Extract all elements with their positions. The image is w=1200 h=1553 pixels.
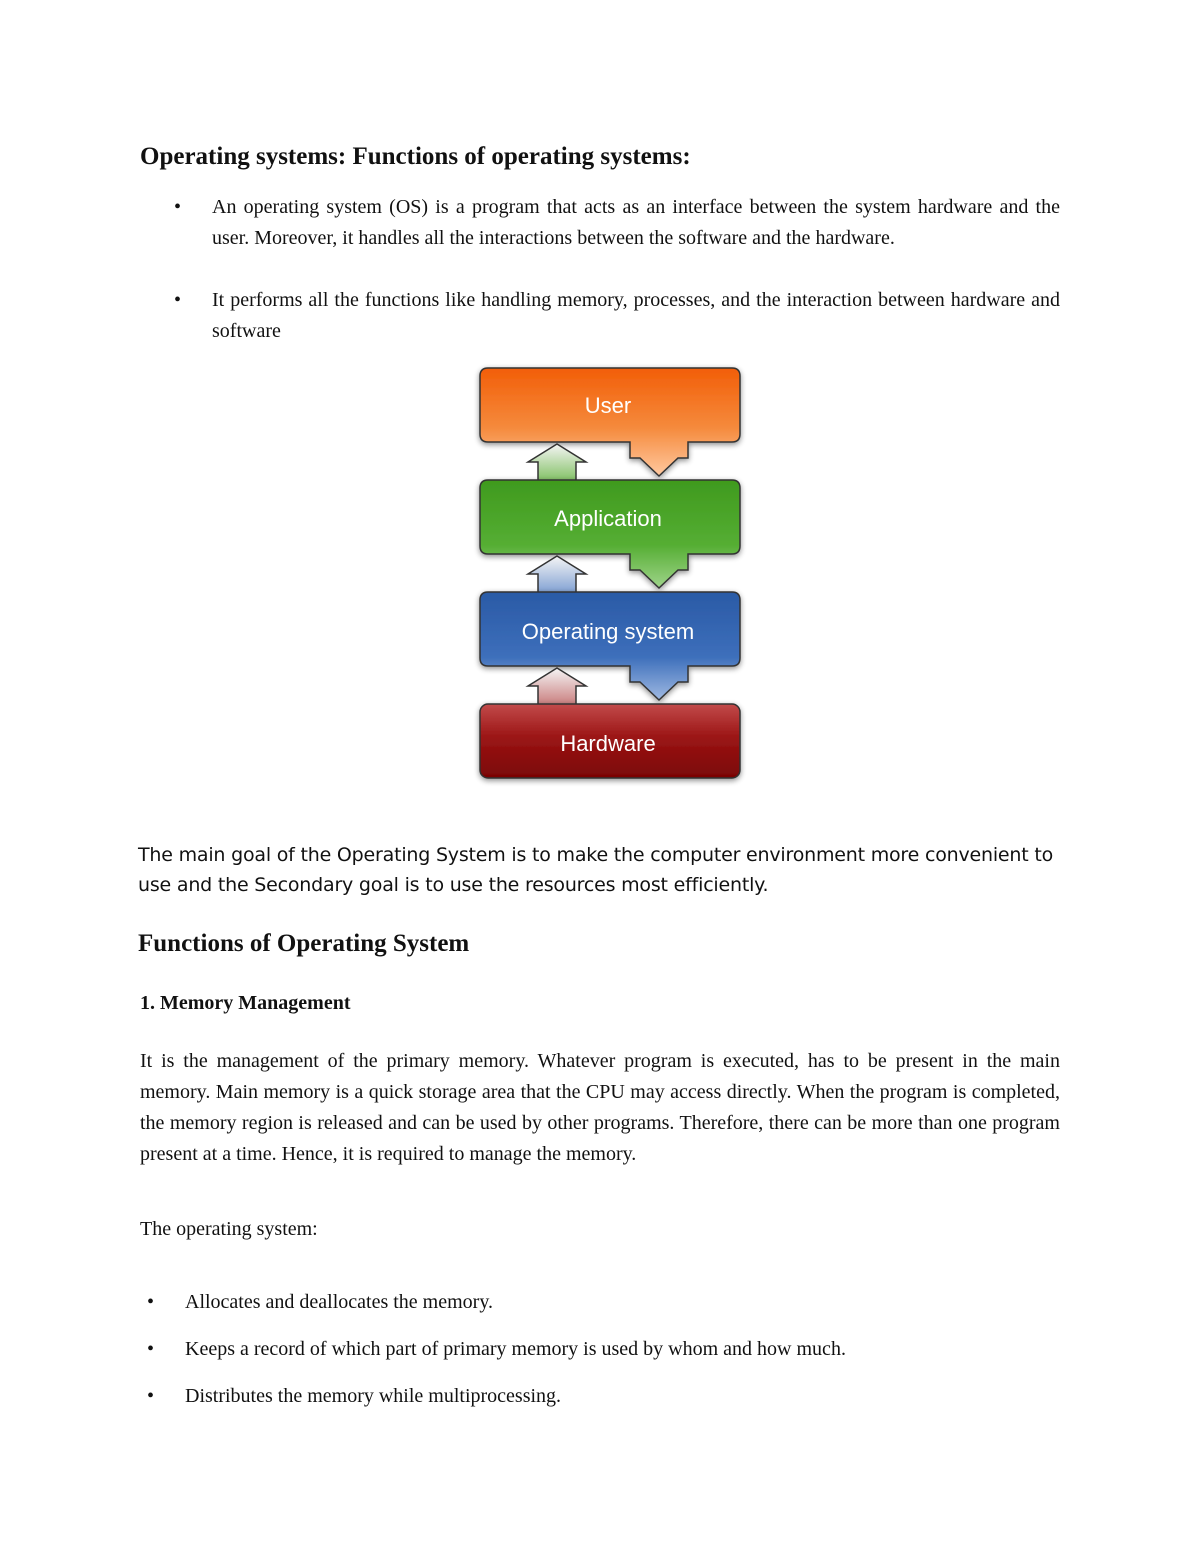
up-arrow-hw-to-os [528, 668, 586, 706]
user-layer-box [480, 368, 740, 476]
os-layer-box [480, 592, 740, 700]
intro-bullet-1: • An operating system (OS) is a program that acts as an interface between the system hardware and the user. Moreover, it handles all the interactions between the software and the hardware. [140, 192, 1060, 254]
application-layer-label: Application [554, 506, 662, 531]
os-layer-diagram [470, 362, 750, 790]
memory-paragraph: It is the management of the primary memory. Whatever program is executed, has to be present in the main memory. Main memory is a quick storage area that the CPU may access directly. When the program is completed, the memory region is released and can be used by other programs. Therefore, there can be more than one program present at a time. Hence, it is required to manage the memory. [140, 1050, 1060, 1165]
memory-bullet-list [140, 1287, 1060, 1412]
goal-paragraph: The main goal of the Operating System is to make the computer environment more convenient to use and the Secondary goal is to use the resources most efficiently. [138, 844, 1054, 896]
hardware-layer-label: Hardware [560, 731, 656, 756]
application-layer-box [480, 480, 740, 588]
page-title: Operating systems: Functions of operating systems: [140, 143, 691, 170]
os-intro-text: The operating system: [140, 1218, 318, 1240]
up-arrow-os-to-app [528, 556, 586, 594]
functions-heading: Functions of Operating System [138, 930, 470, 957]
memory-bullet-1: • Allocates and deallocates the memory. [140, 1287, 1060, 1318]
up-arrow-app-to-user [528, 444, 586, 482]
intro-bullet-2: • It performs all the functions like handling memory, processes, and the interaction between hardware and software [140, 285, 1060, 347]
memory-bullet-3: • Distributes the memory while multiprocessing. [140, 1381, 1060, 1412]
intro-bullet-list [140, 192, 1060, 347]
memory-management-heading: 1. Memory Management [140, 992, 351, 1014]
user-layer-label: User [584, 393, 632, 418]
memory-bullet-2: • Keeps a record of which part of primary memory is used by whom and how much. [140, 1334, 1060, 1365]
os-layer-label: Operating system [521, 619, 695, 644]
